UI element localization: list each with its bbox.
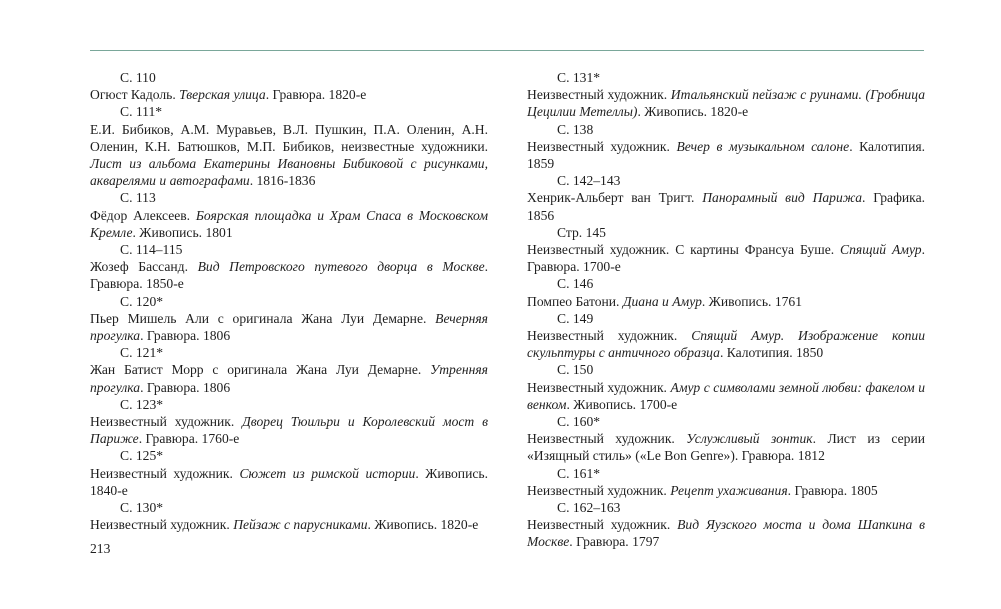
page-reference: С. 121* <box>120 345 164 361</box>
entry-text: Неизвестный художник. <box>527 482 671 498</box>
entry-text: . Гравюра. 1820-е <box>265 87 367 103</box>
entry-text: Неизвестный художник. <box>527 328 692 344</box>
right-column <box>527 69 925 551</box>
artwork-title: Вечерняя прогулка <box>90 310 488 344</box>
entry-description <box>527 430 925 464</box>
entry-text: . Живопись. 1801 <box>132 224 233 240</box>
entry-text: Фёдор Алексеев. <box>90 207 196 223</box>
entry-description <box>90 465 488 499</box>
entry-text: Неизвестный художник. <box>527 517 678 533</box>
entry-text: . 1816-1836 <box>249 173 316 189</box>
page-number: 213 <box>90 541 111 556</box>
page-reference: С. 114–115 <box>120 242 183 258</box>
entry-description <box>90 207 488 241</box>
index-entry <box>527 121 925 173</box>
entry-description <box>527 482 925 499</box>
artwork-title: Тверская улица <box>179 87 266 103</box>
entry-description <box>90 121 488 190</box>
entry-text: Неизвестный художник. С картины Франсуа Буше. <box>527 242 841 258</box>
header-rule <box>90 50 924 51</box>
entry-text: . Живопись. 1700-е <box>566 396 678 412</box>
entry-text: Неизвестный художник. <box>527 138 677 154</box>
artwork-title: Боярская площадка и Храм Спаса в Московском Кремле <box>90 207 488 240</box>
artwork-title: Итальянский пейзаж с руинами. (Гробница Цецилии Метеллы) <box>527 87 925 120</box>
entry-text: Неизвестный художник. <box>527 379 671 395</box>
artwork-title: Панорамный вид Парижа <box>702 190 863 206</box>
entry-text: . Гравюра. 1797 <box>569 534 660 550</box>
page-reference: С. 113 <box>120 190 156 206</box>
entry-text: Хенрик-Альберт ван Тригт. <box>527 190 703 206</box>
artwork-title: Сюжет из римской истории <box>239 465 416 481</box>
artwork-title: Дворец Тюильри и Королевский мост в Париже <box>90 414 488 447</box>
entry-text: Жозеф Бассанд. <box>90 259 198 275</box>
artwork-title: Утренняя прогулка <box>90 362 488 395</box>
left-column <box>90 69 488 533</box>
artwork-title: Диана и Амур <box>622 293 702 309</box>
index-entry <box>527 224 925 276</box>
index-entry <box>527 465 925 499</box>
page-reference: С. 131* <box>557 70 601 85</box>
artwork-title: Вид Яузского моста и дома Шапкина в Москве <box>527 517 925 550</box>
index-entry <box>90 69 488 103</box>
index-entry <box>90 499 488 533</box>
entry-description <box>90 86 488 103</box>
entry-text: Неизвестный художник. <box>527 431 687 447</box>
artwork-title: Вечер в музыкальном салоне <box>676 138 850 154</box>
page-reference: С. 142–143 <box>557 173 621 189</box>
entry-text: . Калотипия. 1859 <box>527 138 925 172</box>
artwork-title: Амур с символами земной любви: факелом и венком <box>527 379 926 412</box>
index-entry <box>90 396 488 448</box>
entry-description <box>90 413 488 447</box>
entry-text: . Гравюра. 1700-е <box>527 242 925 275</box>
page-reference: С. 110 <box>120 70 156 85</box>
artwork-title: Спящий Амур <box>840 242 922 258</box>
page-reference: С. 120* <box>120 293 164 309</box>
entry-text: Неизвестный художник. <box>90 517 234 533</box>
artwork-title: Услужливый зонтик <box>686 431 813 447</box>
page-reference: С. 123* <box>120 396 164 412</box>
index-entry <box>527 413 925 465</box>
entry-text: Огюст Кадоль. <box>90 87 180 103</box>
entry-description <box>527 293 925 310</box>
index-entry <box>527 172 925 224</box>
index-entry <box>527 499 925 551</box>
artwork-title: Рецепт ухаживания <box>670 482 788 498</box>
artwork-title: Спящий Амур. Изображение копии скульптуры с античного образца <box>527 328 926 361</box>
entry-description <box>527 86 925 120</box>
page-reference: С. 146 <box>557 276 594 292</box>
entry-text: Е.И. Бибиков, А.М. Муравьев, В.Л. Пушкин, П.А. Оленин, А.Н. Оленин, К.Н. Батюшков, М.П. Бибиков, неизвестные художники. <box>90 121 488 154</box>
entry-description <box>527 516 925 550</box>
page-reference: Стр. 145 <box>557 224 606 240</box>
index-entry <box>527 69 925 121</box>
entry-text: . Живопись. 1820-е <box>637 104 749 120</box>
page-reference: С. 162–163 <box>557 500 621 516</box>
index-entry <box>527 361 925 413</box>
entry-text: . Живопись. 1820-е <box>367 517 479 533</box>
page-reference: С. 150 <box>557 362 594 378</box>
index-entry <box>90 293 488 345</box>
index-entry <box>527 310 925 362</box>
page-reference: С. 138 <box>557 121 594 137</box>
page-reference: С. 149 <box>557 310 594 326</box>
entry-description <box>90 516 488 533</box>
artwork-title: Вид Петровского путевого дворца в Москве <box>197 259 485 275</box>
entry-description <box>90 361 488 395</box>
entry-text: Помпео Батони. <box>527 293 623 309</box>
entry-text: . Гравюра. 1850-е <box>90 259 489 292</box>
entry-text: . Графика. 1856 <box>527 190 926 223</box>
artwork-title: Лист из альбома Екатерины Ивановны Бибиковой с рисунками, акварелями и автографами <box>90 156 488 189</box>
entry-description <box>527 379 925 413</box>
entry-text: . Гравюра. 1805 <box>787 482 878 498</box>
index-entry <box>90 447 488 499</box>
entry-text: Неизвестный художник. <box>527 87 671 103</box>
page-reference: С. 130* <box>120 500 164 516</box>
index-entry <box>527 275 925 309</box>
entry-text: Пьер Мишель Али с оригинала Жана Луи Демарне. <box>90 310 436 326</box>
entry-description <box>527 189 925 223</box>
entry-text: . Живопись. 1761 <box>701 293 803 309</box>
page-reference: С. 111* <box>120 104 163 120</box>
entry-text: . Гравюра. 1806 <box>140 328 231 344</box>
artwork-title: Пейзаж с парусниками <box>233 517 368 533</box>
entry-text: Неизвестный художник. <box>90 465 240 481</box>
index-entry <box>90 344 488 396</box>
entry-description <box>527 241 925 275</box>
page-reference: С. 125* <box>120 448 164 464</box>
entry-text: Жан Батист Морр с оригинала Жана Луи Демарне. <box>90 362 431 378</box>
entry-text: . Лист из серии «Изящный стиль» («Le Bon Genre»). Гравюра. 1812 <box>527 431 925 464</box>
entry-description <box>527 138 925 172</box>
entry-description <box>90 258 488 292</box>
page-reference: С. 161* <box>557 465 601 481</box>
entry-description <box>527 327 925 361</box>
entry-description <box>90 310 488 344</box>
index-entry <box>90 241 488 293</box>
page-reference: С. 160* <box>557 414 601 430</box>
entry-text: Неизвестный художник. <box>90 414 243 430</box>
entry-text: . Живопись. 1840-е <box>90 465 488 498</box>
entry-text: . Гравюра. 1760-е <box>138 431 240 447</box>
index-entry <box>90 189 488 241</box>
index-entry <box>90 103 488 189</box>
entry-text: . Гравюра. 1806 <box>140 379 231 395</box>
entry-text: . Калотипия. 1850 <box>719 345 824 361</box>
